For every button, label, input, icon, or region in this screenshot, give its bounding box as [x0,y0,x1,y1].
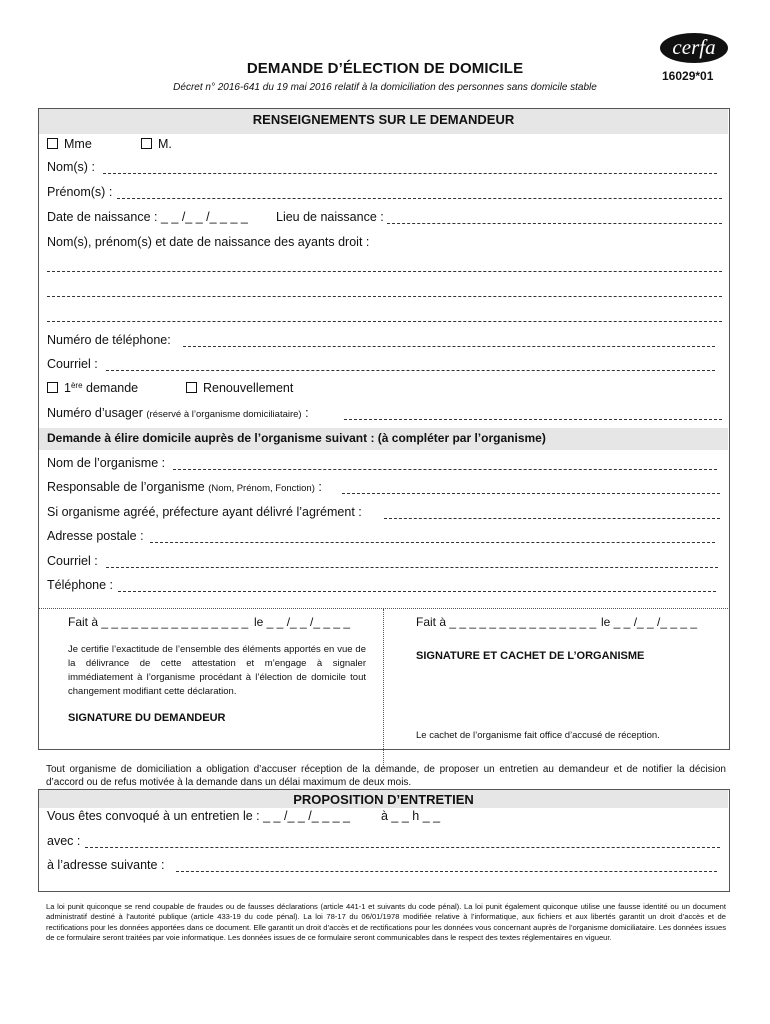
civilite-m-checkbox[interactable] [141,137,172,151]
premiere-text: demande [86,381,139,395]
usager-note: (réservé à l’organisme domiciliataire) [146,409,302,420]
ayants-droit-field-3[interactable] [47,321,722,322]
legal-notice: La loi punit quiconque se rend coupable de fraudes ou de fausses déclarations (article 441-1 et suivants du code pénal). La loi punit également quiconque utilise une fausse identité ou un document administratif destiné à l’autorité publique (article 433-19 du code pénal). La loi 78-17 du 06/01/1978 modifiée relative à l’informatique, aux fichiers et aux libertés garantit un droit d’accès et de rectifications pour les données apportées dans ce document. Elle garantit un droit d’accès et de rectifications pour les données vous concernant auprès de l’organisme domiciliataire. Les données issues de ce formulaire seront traitées par voie informatique. Les données issues de ce formulaire seront communicables dans le respect des textes réglementaires en vigueur. [46,902,726,943]
agrement-field[interactable] [384,518,720,519]
organisme-courriel-label: Courriel : [47,554,98,568]
organisme-band-label: Demande à élire domicile auprès de l’organisme suivant : (à compléter par l’organisme) [47,431,546,445]
form-subtitle: Décret n° 2016-641 du 19 mai 2016 relatif à la domiciliation des personnes sans domicile stable [173,82,597,93]
courriel-label: Courriel : [47,357,98,371]
organisme-date[interactable]: le _ _ /_ _ /_ _ _ _ [601,615,698,629]
numero-usager-field[interactable] [344,419,722,420]
certification-text: Je certifie l’exactitude de l’ensemble des éléments apportés en vue de la délivrance de cette attestation et m’engage à signaler immédiatement à l’organisme procédant à l’élection de domicile tout changement modifiant cette déclaration. [68,644,366,697]
naissance-date-field[interactable]: _ _ /_ _ /_ _ _ _ [160,210,248,224]
adresse-postale-field[interactable] [150,542,715,543]
renouvellement-label: Renouvellement [203,381,294,395]
civilite-mme-checkbox[interactable] [47,137,92,151]
signature-organisme-label: SIGNATURE ET CACHET DE L’ORGANISME [416,650,645,662]
organisme-fait-a[interactable]: Fait à _ _ _ _ _ _ _ _ _ _ _ _ _ _ _ [416,615,597,629]
ayants-droit-label: Nom(s), prénom(s) et date de naissance des ayants droit : [47,235,370,249]
nom-field[interactable] [103,173,717,174]
responsable-label [47,480,322,494]
convocation-date[interactable]: Vous êtes convoqué à un entretien le : _ _ /_ _ /_ _ _ _ [47,809,350,823]
responsable-field[interactable] [342,493,720,494]
demandeur-date[interactable]: le _ _ /_ _ /_ _ _ _ [254,615,351,629]
nom-label: Nom(s) : [47,160,95,174]
courriel-field[interactable] [106,370,715,371]
organisme-nom-field[interactable] [173,469,717,470]
responsable-note: (Nom, Prénom, Fonction) [208,483,315,494]
demandeur-fait-a[interactable]: Fait à _ _ _ _ _ _ _ _ _ _ _ _ _ _ _ [68,615,249,629]
agrement-label: Si organisme agréé, préfecture ayant délivré l’agrément : [47,505,362,519]
lieu-naissance-label: Lieu de naissance : [276,210,384,224]
ayants-droit-field-1[interactable] [47,271,722,272]
checkbox-renouvellement-box[interactable] [186,382,197,393]
entretien-adresse-field[interactable] [176,871,717,872]
naissance-label [47,210,248,224]
civilite-m-label: M. [158,137,172,151]
form-title: DEMANDE D’ÉLECTION DE DOMICILE [246,60,524,77]
checkbox-premiere-box[interactable] [47,382,58,393]
entretien-avec-label: avec : [47,834,81,848]
entretien-adresse-label: à l’adresse suivante : [47,858,165,872]
organisme-telephone-label: Téléphone : [47,578,114,592]
convocation-heure[interactable]: à _ _ h _ _ [381,809,441,823]
accuse-reception-notice: Tout organisme de domiciliation a obligation d’accuser réception de la demande, de proposer un entretien au demandeur et de notifier la décision d’accord ou de refus motivée à la demande dans un délai maximum de deux mois. [46,764,726,788]
usager-label-text: Numéro d’usager [47,406,143,420]
checkbox-m-box[interactable] [141,138,152,149]
prenom-label: Prénom(s) : [47,185,113,199]
responsable-label-text: Responsable de l’organisme [47,480,205,494]
organisme-nom-label: Nom de l’organisme : [47,456,166,470]
prenom-field[interactable] [117,198,722,199]
renouvellement-checkbox[interactable] [186,381,293,395]
premiere-num: 1 [64,381,71,395]
ayants-droit-field-2[interactable] [47,296,722,297]
adresse-postale-label: Adresse postale : [47,529,144,543]
telephone-field[interactable] [183,346,715,347]
naissance-label-text: Date de naissance : [47,210,158,224]
premiere-sup: ère [70,381,83,390]
organisme-telephone-field[interactable] [118,591,716,592]
responsable-colon: : [318,480,322,494]
form-number: 16029*01 [662,69,714,83]
signature-divider [383,609,384,767]
entretien-section-title: PROPOSITION D’ENTRETIEN [293,792,474,807]
organisme-courriel-field[interactable] [106,567,718,568]
checkbox-mme-box[interactable] [47,138,58,149]
premiere-demande-checkbox[interactable] [47,381,138,395]
cachet-note: Le cachet de l’organisme fait office d’accusé de réception. [416,730,660,741]
telephone-label: Numéro de téléphone: [47,333,171,347]
signature-demandeur-label: SIGNATURE DU DEMANDEUR [68,712,226,724]
cerfa-logo: cerfa [660,33,728,63]
usager-colon: : [305,406,309,420]
civilite-mme-label: Mme [64,137,92,151]
entretien-avec-field[interactable] [85,847,720,848]
lieu-naissance-field[interactable] [387,223,722,224]
demandeur-section-title: RENSEIGNEMENTS SUR LE DEMANDEUR [252,112,515,127]
numero-usager-label [47,406,309,420]
